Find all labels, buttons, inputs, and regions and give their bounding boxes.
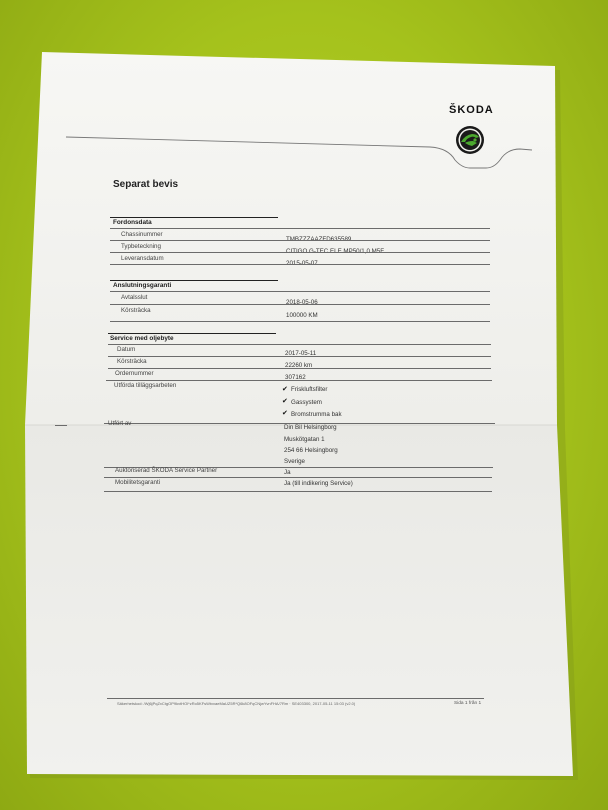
- row-rule: [110, 291, 490, 292]
- row-rule: [110, 264, 490, 265]
- field-label-ordernummer: Ordernummer: [115, 370, 154, 377]
- field-value-datum: 2017-05-11: [285, 350, 317, 357]
- performed-by-line: Sverige: [284, 458, 305, 465]
- field-value-mobilitetsgaranti: Ja (till indikering Service): [284, 480, 353, 487]
- checkmark-icon: ✔: [282, 386, 288, 393]
- section-heading-fordonsdata: Fordonsdata: [113, 219, 152, 226]
- row-rule: [108, 356, 491, 357]
- performed-by-line: 254 66 Helsingborg: [284, 447, 338, 454]
- footer-rule: [107, 698, 484, 699]
- skoda-logo-icon: [455, 125, 485, 155]
- field-label-datum: Datum: [117, 346, 136, 353]
- field-label-chassinummer: Chassinummer: [121, 231, 163, 238]
- extra-work-item: Bromstrumma bak: [291, 411, 342, 418]
- extra-work-item: Friskluftsfilter: [291, 386, 328, 393]
- field-label-service-partner: Auktoriserad ŠKODA Service Partner: [115, 467, 218, 474]
- checkmark-icon: ✔: [282, 398, 288, 405]
- performed-by-line: Din Bil Helsingborg: [284, 424, 337, 431]
- extra-work-item: Gassystem: [291, 399, 322, 406]
- section-rule-service: [108, 333, 276, 334]
- row-rule: [108, 368, 491, 369]
- footer-security-code: Säkerhetskod: /Wj6jPqZxCtgOP9kvtHOl*zRo5KFsWtxxaeMaUZ5R*Q6k8OFqCNjwYvnFHA/7Rm · SE403300, 2017-05-11 15:03 (v2.0): [117, 701, 356, 706]
- row-rule: [110, 228, 490, 229]
- field-value-korstracka-service: 22260 km: [285, 362, 313, 369]
- field-label-mobilitetsgaranti: Mobilitetsgaranti: [115, 479, 161, 486]
- footer-page-number: Sida 1 från 1: [454, 701, 482, 706]
- field-value-typbeteckning: CITIGO G-TEC ELE MP50/1,0 M5F: [286, 248, 384, 255]
- section-rule-fordonsdata: [110, 217, 278, 218]
- field-value-avtalsslut: 2018-05-06: [286, 299, 318, 306]
- row-rule: [104, 491, 492, 492]
- field-label-korstracka-service: Körsträcka: [117, 358, 147, 365]
- field-value-leveransdatum: 2015-05-07: [286, 260, 318, 267]
- fold-margin-mark: [55, 425, 67, 426]
- row-rule: [110, 304, 490, 305]
- page-title: Separat bevis: [113, 179, 179, 190]
- row-rule: [110, 252, 490, 253]
- section-heading-service: Service med oljebyte: [110, 335, 174, 342]
- checkmark-icon: ✔: [282, 410, 288, 417]
- field-label-leveransdatum: Leveransdatum: [121, 255, 164, 262]
- section-rule-anslutningsgaranti: [110, 280, 278, 281]
- row-rule: [108, 344, 491, 345]
- field-label-utfort-av: Utfört av: [108, 420, 132, 427]
- field-label-avtalsslut: Avtalsslut: [121, 294, 148, 301]
- row-rule: [110, 240, 490, 241]
- field-value-service-partner: Ja: [284, 469, 291, 476]
- field-label-korstracka-garanti: Körsträcka: [121, 307, 151, 314]
- performed-by-line: Muskötgatan 1: [284, 436, 325, 443]
- section-heading-anslutningsgaranti: Anslutningsgaranti: [113, 282, 172, 289]
- brand-wordmark: ŠKODA: [449, 104, 494, 116]
- field-value-ordernummer: 307162: [285, 374, 306, 381]
- field-value-chassinummer: TMBZZZAAZFD635589: [286, 236, 352, 243]
- row-rule: [106, 380, 492, 381]
- field-label-tillaggsarbeten: Utförda tilläggsarbeten: [114, 382, 177, 389]
- row-rule: [104, 477, 492, 478]
- row-rule: [110, 321, 490, 322]
- field-value-korstracka-garanti: 100000 KM: [286, 312, 318, 319]
- field-label-typbeteckning: Typbeteckning: [121, 243, 161, 250]
